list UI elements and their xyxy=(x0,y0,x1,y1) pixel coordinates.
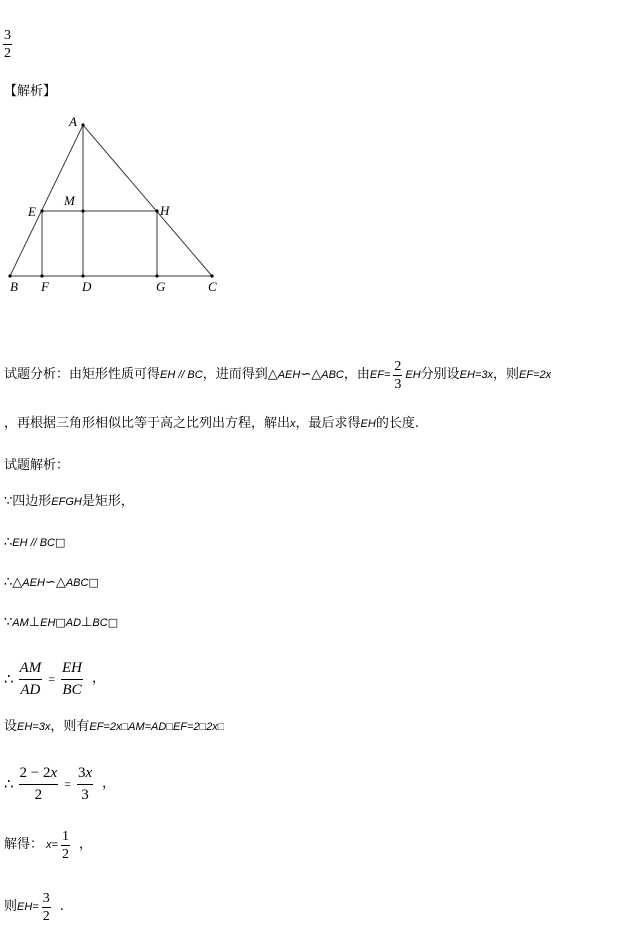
point-g xyxy=(155,274,158,277)
perpendicular-symbol: ⊥ xyxy=(28,615,41,630)
fraction-numerator: 1 xyxy=(61,828,69,844)
numerator-variable: x xyxy=(85,764,93,781)
variable: AD xyxy=(65,617,82,629)
fraction xyxy=(393,358,402,393)
text: ，由 xyxy=(343,367,370,382)
perpendicular-symbol: ⊥ xyxy=(81,615,93,630)
text: 则 xyxy=(4,899,18,914)
solution-step-5 xyxy=(4,656,105,702)
fraction-one-half xyxy=(61,828,70,863)
point-c xyxy=(210,274,213,277)
because-symbol: ∵ xyxy=(4,494,13,509)
because-symbol: ∵ xyxy=(4,615,13,630)
answer-block xyxy=(3,24,12,62)
period: . xyxy=(59,899,64,914)
variable: BC xyxy=(39,537,55,549)
variable: EH xyxy=(12,537,28,549)
point-f xyxy=(40,274,43,277)
text: 试题解析： xyxy=(4,458,70,473)
text: ，最后求得 xyxy=(295,416,361,431)
fraction-denominator: 2 xyxy=(42,908,50,924)
variable: EH= xyxy=(17,901,39,913)
fraction-numerator: AM xyxy=(19,658,43,680)
label-b: B xyxy=(10,279,18,294)
numerator-constant: 3 xyxy=(77,764,86,781)
text: 解得： xyxy=(4,837,44,852)
variable: BC xyxy=(187,369,203,381)
variable: EH xyxy=(405,369,421,381)
point-h xyxy=(155,209,158,212)
point-b xyxy=(8,274,11,277)
variable: EH=3x xyxy=(459,369,493,381)
variable: EFGH xyxy=(51,496,82,508)
solution-step-7 xyxy=(4,761,115,807)
fraction-numerator: EH xyxy=(61,658,83,680)
comma: ， xyxy=(102,776,116,791)
text: ，则 xyxy=(493,367,520,382)
text: 是矩形， xyxy=(81,494,134,509)
fraction-am-ad xyxy=(19,658,43,701)
variable: EF=2x xyxy=(519,369,552,381)
therefore-symbol: ∴ xyxy=(4,670,14,688)
solution-step-4 xyxy=(4,613,118,633)
parallel-symbol: // xyxy=(178,369,185,381)
variable: ABC xyxy=(321,369,344,381)
point-m xyxy=(81,209,84,212)
triangle-symbol: △ xyxy=(311,367,322,382)
triangle-symbol: △ xyxy=(12,575,23,590)
text: 试题分析：由矩形性质可得 xyxy=(4,367,161,382)
solution-step-2 xyxy=(4,533,65,553)
text: 四边形 xyxy=(12,494,52,509)
label-c: C xyxy=(208,279,217,294)
missing-glyph: □ xyxy=(54,536,66,549)
variable: EF=2x□AM=AD□EF=2□2x□ xyxy=(89,721,225,733)
label-a: A xyxy=(69,114,77,129)
numerator-variable: x xyxy=(50,764,58,781)
solution-step-8 xyxy=(4,825,92,865)
fraction-eh-bc xyxy=(61,658,83,701)
text: 设 xyxy=(4,719,18,734)
variable: AM xyxy=(12,617,29,629)
label-g: G xyxy=(156,279,166,294)
point-e xyxy=(40,209,43,212)
therefore-symbol: ∴ xyxy=(4,535,13,550)
analysis-heading: 【解析】 xyxy=(4,84,57,99)
similar-symbol: ∽ xyxy=(300,367,312,382)
fraction-denominator: BC xyxy=(62,681,82,698)
fraction-numerator xyxy=(19,763,59,785)
variable: EH xyxy=(40,617,56,629)
variable: AEH xyxy=(277,369,301,381)
label-f: F xyxy=(41,279,49,294)
analysis-line-2 xyxy=(4,414,419,434)
fraction-left xyxy=(19,763,59,806)
fraction-denominator: 3 xyxy=(394,376,402,392)
point-d xyxy=(81,274,84,277)
missing-glyph: □ xyxy=(55,616,66,629)
fraction-numerator: 3 xyxy=(42,890,50,906)
triangle-symbol: △ xyxy=(55,575,66,590)
therefore-symbol: ∴ xyxy=(4,775,14,793)
analysis-line-1 xyxy=(4,355,551,395)
variable: ABC xyxy=(65,577,89,589)
variable: EH=3x xyxy=(17,721,51,733)
triangle-symbol: △ xyxy=(267,367,278,382)
point-a xyxy=(81,123,84,126)
side-ac xyxy=(83,125,212,276)
comma: ， xyxy=(78,837,92,852)
solution-step-9 xyxy=(4,887,64,927)
missing-glyph: □ xyxy=(107,616,119,629)
text: 的长度. xyxy=(375,416,419,431)
solution-title xyxy=(4,456,69,476)
variable: EF= xyxy=(369,369,391,381)
variable: EH xyxy=(360,418,376,430)
parallel-symbol: // xyxy=(30,537,37,549)
answer-fraction xyxy=(3,27,12,62)
variable: AEH xyxy=(22,577,45,589)
solution-step-6 xyxy=(4,717,224,737)
fraction-numerator xyxy=(77,763,93,785)
variable: EH xyxy=(160,369,176,381)
label-h: H xyxy=(160,203,170,218)
fraction-right xyxy=(77,763,93,806)
variable: x xyxy=(290,418,296,430)
label-m: M xyxy=(64,193,75,208)
fraction-denominator: 2 xyxy=(61,846,69,862)
fraction-three-halves xyxy=(42,890,51,925)
solution-step-1 xyxy=(4,492,134,512)
similar-symbol: ∽ xyxy=(44,575,56,590)
geometry-diagram xyxy=(0,110,230,300)
solution-step-3 xyxy=(4,573,99,593)
label-e: E xyxy=(28,204,36,219)
text: ，再根据三角形相似比等于高之比列出方程，解出 xyxy=(4,416,291,431)
answer-numerator: 3 xyxy=(4,28,11,43)
fraction-denominator: AD xyxy=(20,681,41,698)
text: ，则有 xyxy=(50,719,90,734)
numerator-constant: 2 − 2 xyxy=(19,764,51,781)
label-d: D xyxy=(82,279,92,294)
equals-sign: = xyxy=(48,671,55,686)
comma: ， xyxy=(92,671,106,686)
fraction-numerator: 2 xyxy=(394,358,402,374)
text: ，进而得到 xyxy=(202,367,268,382)
therefore-symbol: ∴ xyxy=(4,575,13,590)
fraction-denominator: 2 xyxy=(34,786,43,803)
fraction-denominator: 3 xyxy=(81,786,89,803)
variable: x= xyxy=(46,839,58,851)
text: 分别设 xyxy=(420,367,460,382)
answer-denominator: 2 xyxy=(4,46,11,61)
equals-sign: = xyxy=(64,776,71,791)
variable: BC xyxy=(92,617,108,629)
missing-glyph: □ xyxy=(88,576,99,589)
